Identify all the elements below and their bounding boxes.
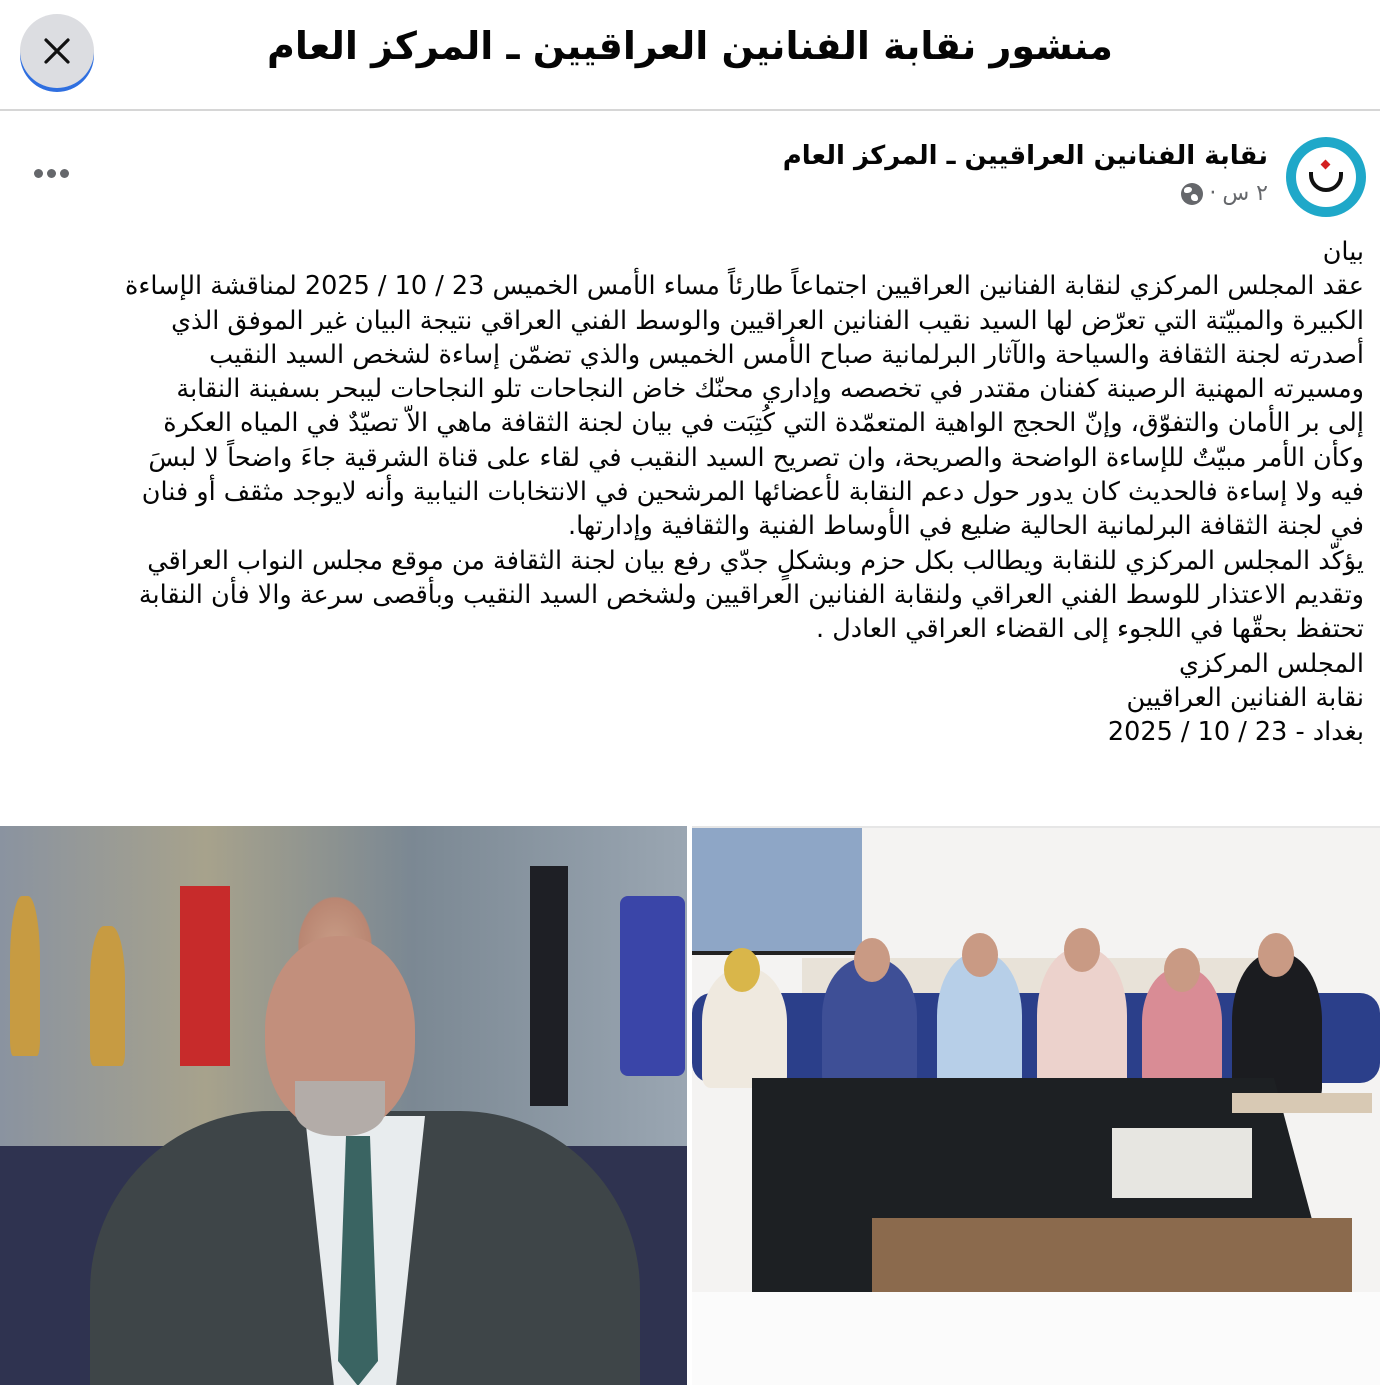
more-options-button[interactable]: [30, 165, 73, 182]
post-line: في لجنة الثقافة البرلمانية الحالية ضليع في الأوساط الفنية والثقافية وإدارتها.: [567, 511, 1364, 542]
photo-grid: [0, 826, 1380, 1385]
more-dot-icon: [60, 169, 69, 178]
meta-separator: ·: [1209, 181, 1217, 206]
photo-meeting[interactable]: [692, 826, 1380, 1292]
post-header: [0, 125, 1380, 220]
post-line: وتقديم الاعتذار للوسط الفني العراقي ولنقابة الفنانين العراقيين ولشخص السيد النقيب وبأقصى سرعة والا فأن النقابة: [138, 579, 1364, 610]
photo-detail: [872, 1218, 1352, 1292]
post-meta: [1181, 181, 1268, 206]
photo-detail: [90, 926, 125, 1066]
photo-detail: [854, 938, 890, 982]
photo-detail: [1112, 1128, 1252, 1198]
post-line: المجلس المركزي: [1179, 648, 1364, 679]
photo-portrait[interactable]: [0, 826, 687, 1385]
post-line: ومسيرته المهنية الرصينة كفنان مقتدر في تخصصه وإداري محنّك خاض النجاحات تلو النجاحات ليبحر بسفينة النقابة: [176, 374, 1364, 405]
author-name[interactable]: نقابة الفنانين العراقيين ـ المركز العام: [782, 141, 1268, 171]
post-line: فيه ولا إساءة فالحديث كان يدور حول دعم النقابة لأعضائها المرشحين في الانتخابات النيابية وأنه لايوجد مثقف أو فنان: [141, 477, 1364, 508]
photo-detail: [180, 886, 230, 1066]
photo-detail: [10, 896, 40, 1056]
post-line: إلى بر الأمان والتفوّق، وإنّ الحجج الواهية المتعمّدة التي كُتِبَت في بيان لجنة الثقافة ماهي الاّ تصيّدٌ في المياه العكرة: [163, 408, 1364, 439]
photo-detail: [1232, 1093, 1372, 1113]
photo-detail: [724, 948, 760, 992]
photo-detail: [692, 828, 862, 955]
post-line: بغداد - 23 / 10 / 2025: [1107, 717, 1364, 748]
logo-crescent: [1309, 172, 1343, 192]
page-title: منشور نقابة الفنانين العراقيين ـ المركز العام: [267, 24, 1113, 68]
post-time[interactable]: ٢ س: [1222, 181, 1268, 206]
union-logo-icon: [1296, 147, 1356, 207]
post-line: يؤكّد المجلس المركزي للنقابة ويطالب بكل حزم وبشكلٍ جدّي رفع بيان لجنة الثقافة من موقع مجلس النواب العراقي: [147, 545, 1364, 576]
photo-detail: [962, 933, 998, 977]
photo-meeting-padding: [692, 1292, 1380, 1385]
post-line: وكأن الأمر مبيّتٌ للإساءة الواضحة والصريحة، وان تصريح السيد النقيب في لقاء على قناة الشرقية جاءَ واضحاً لا لبسَ: [148, 442, 1364, 473]
photo-detail: [530, 866, 568, 1106]
logo-dot: [1321, 160, 1331, 170]
photo-detail: [620, 896, 685, 1076]
photo-detail: [1258, 933, 1294, 977]
more-dot-icon: [47, 169, 56, 178]
photo-detail: [1064, 928, 1100, 972]
post-line: الكبيرة والمبيّتة التي تعرّض لها السيد نقيب الفنانين العراقيين والوسط الفني العراقي نتيجة البيان غير الموفق الذي: [171, 305, 1364, 336]
avatar[interactable]: [1286, 137, 1366, 217]
post-line: أصدرته لجنة الثقافة والسياحة والآثار البرلمانية صباح الأمس الخميس والذي تضمّن إساءة لشخص السيد النقيب: [209, 339, 1364, 370]
dialog-header: [0, 0, 1380, 111]
post-line: نقابة الفنانين العراقيين: [1126, 682, 1364, 713]
more-dot-icon: [34, 169, 43, 178]
post-line: بيان: [1322, 237, 1364, 267]
globe-icon: [1181, 183, 1203, 205]
post-text: [20, 235, 1364, 749]
post-line: تحتفظ بحقّها في اللجوء إلى القضاء العراقي العادل .: [816, 614, 1364, 645]
photo-detail: [1164, 948, 1200, 992]
post-line: عقد المجلس المركزي لنقابة الفنانين العراقيين اجتماعاً طارئاً مساء الأمس الخميس 23 / 10 / 2025 لمناقشة الإساءة: [125, 271, 1364, 302]
photo-detail: [295, 1081, 385, 1136]
